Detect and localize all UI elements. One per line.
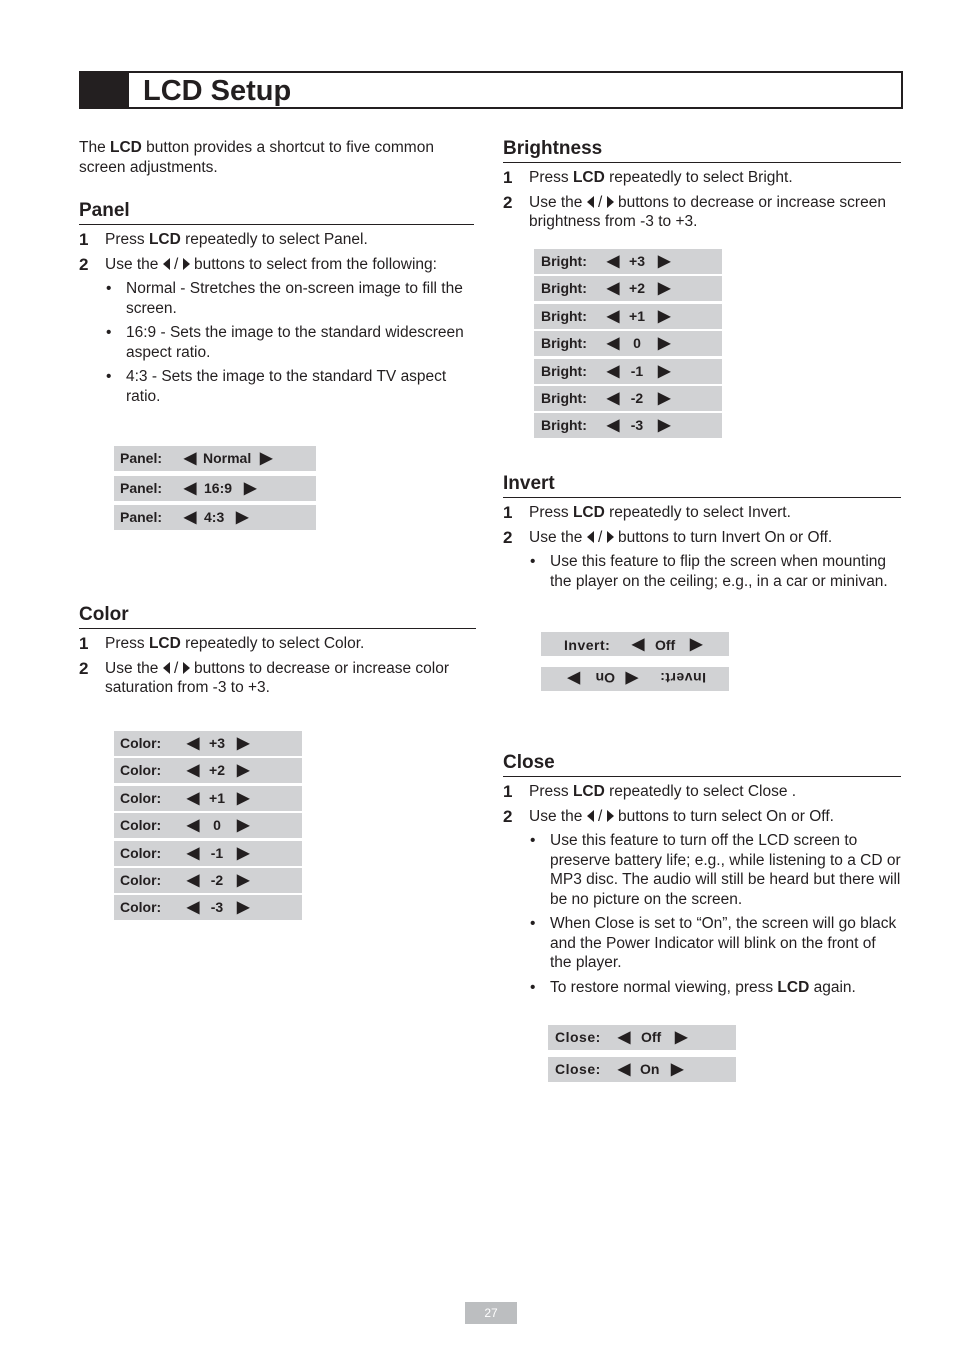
color-osd-row: Color: ◀ -1 ▶ [114,841,302,868]
brightness-step-2: 2 Use the / buttons to decrease or increase screen brightness from -3 to +3. [503,192,886,230]
close-step-1: 1 Press LCD repeatedly to select Close . [503,782,797,801]
invert-heading: Invert [503,473,901,498]
close-bullet: • When Close is set to “On”, the screen will go black and the Power Indicator will blink on the front of the player. [530,915,897,971]
intro-text: The LCD button provides a shortcut to five common screen adjustments. [79,139,434,176]
right-arrow-icon [607,810,614,822]
color-section [79,604,476,698]
panel-bullet: • Normal - Stretches the on-screen image to fill the screen. [106,280,463,317]
close-osd-row: Close: ◀ Off ▶ [548,1025,736,1052]
close-heading: Close [503,752,901,777]
brightness-osd-row: Bright: ◀ +1 ▶ [534,304,722,331]
close-bullet: • To restore normal viewing, press LCD again. [530,978,856,996]
panel-osd-row: Panel: ◀ 16:9 ▶ [114,476,316,503]
brightness-osd-row: Bright: ◀ +2 ▶ [534,276,722,303]
right-arrow-icon [183,662,190,674]
panel-bullet: • 16:9 - Sets the image to the standard widescreen aspect ratio. [106,324,464,361]
brightness-osd-row: Bright: ◀ -1 ▶ [534,359,722,386]
color-heading: Color [79,604,476,629]
page-title: LCD Setup [143,75,292,107]
color-osd-row: Color: ◀ +2 ▶ [114,758,302,785]
panel-osd-row: Panel: ◀ 4:3 ▶ [114,505,316,532]
close-bullet: • Use this feature to turn off the LCD screen to preserve battery life; e.g., while listening to a CD or MP3 disc. The audio will still be heard but there will be no picture on the screen. [530,832,901,908]
brightness-osd-row: Bright: ◀ +3 ▶ [534,249,722,276]
close-step-2: 2 Use the / buttons to turn select On or Off. [503,806,834,826]
right-arrow-icon [607,531,614,543]
color-osd-row: Color: ◀ 0 ▶ [114,813,302,840]
panel-heading: Panel [79,200,474,225]
left-arrow-icon [587,531,594,543]
right-arrow-icon [607,196,614,208]
panel-section [79,200,474,406]
left-arrow-icon [163,258,170,270]
left-arrow-icon [587,810,594,822]
invert-step-2: 2 Use the / buttons to turn Invert On or Off. [503,527,833,547]
right-arrow-icon [183,258,190,270]
page-number: 27 [465,1302,517,1324]
invert-osd-row-flipped: Invert: ◀ On ▶ [541,665,729,691]
color-osd-row: Color: ◀ +3 ▶ [114,731,302,758]
brightness-section [503,138,901,232]
invert-bullet: • Use this feature to flip the screen when mounting the player on the ceiling; e.g., in a car or minivan. [530,553,888,590]
intro [79,138,477,178]
invert-osd-row: Invert: ◀ Off ▶ [541,632,729,658]
color-step-2: 2 Use the / buttons to decrease or increase color saturation from -3 to +3. [79,658,450,696]
brightness-osd-row: Bright: ◀ -2 ▶ [534,386,722,413]
color-osd-row: Color: ◀ -3 ▶ [114,895,302,922]
panel-step-2: 2 Use the / buttons to select from the following: [79,254,437,274]
invert-step-1: 1 Press LCD repeatedly to select Invert. [503,503,791,522]
brightness-osd-row: Bright: ◀ -3 ▶ [534,413,722,440]
brightness-osd-row: Bright: ◀ 0 ▶ [534,331,722,358]
close-section [503,752,901,997]
panel-osd-row: Panel: ◀ Normal ▶ [114,446,316,473]
panel-bullet: • 4:3 - Sets the image to the standard TV aspect ratio. [106,368,447,405]
left-arrow-icon [163,662,170,674]
close-osd-row: Close: ◀ On ▶ [548,1057,736,1084]
brightness-step-1: 1 Press LCD repeatedly to select Bright. [503,168,793,187]
title-block [81,73,129,107]
invert-section [503,473,901,591]
color-osd-row: Color: ◀ -2 ▶ [114,868,302,895]
title-bar [79,71,903,109]
color-osd-row: Color: ◀ +1 ▶ [114,786,302,813]
color-step-1: 1 Press LCD repeatedly to select Color. [79,634,365,653]
panel-step-1: 1 Press LCD repeatedly to select Panel. [79,230,368,249]
brightness-heading: Brightness [503,138,901,163]
left-arrow-icon [587,196,594,208]
